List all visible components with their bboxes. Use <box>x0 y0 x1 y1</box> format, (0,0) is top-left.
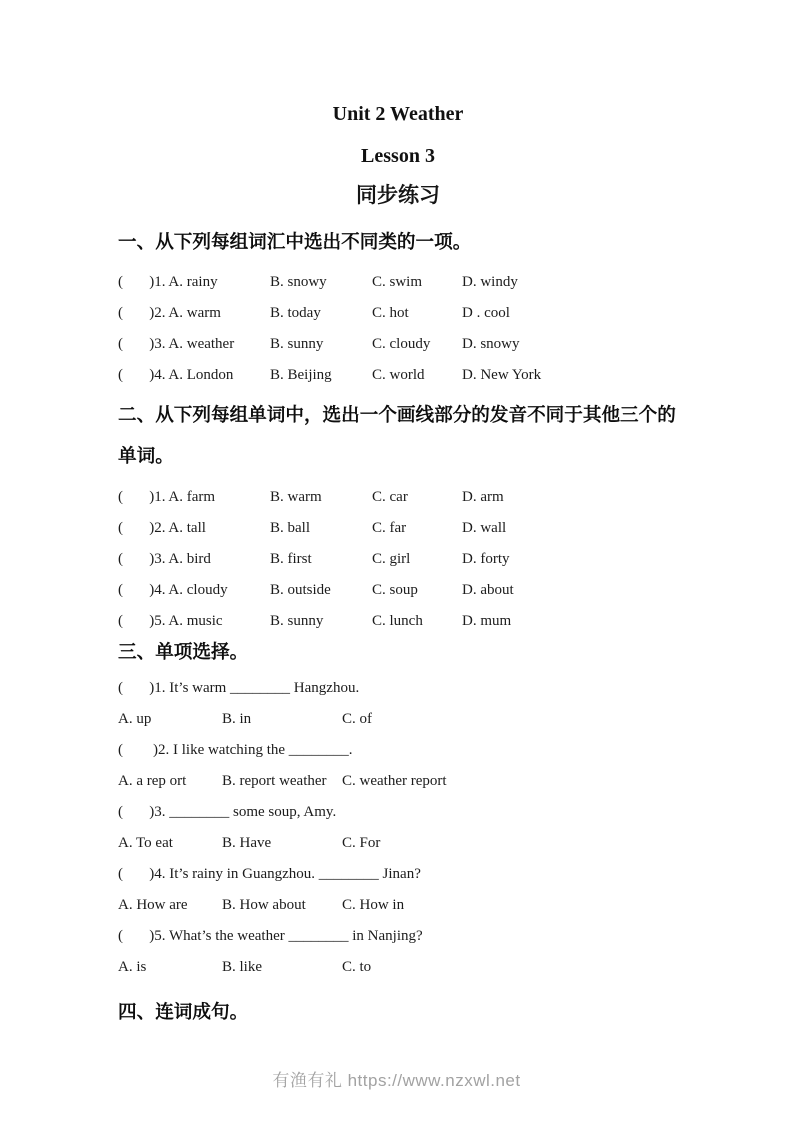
option-c: C. weather report <box>342 773 447 789</box>
option-c: C. world <box>372 367 425 383</box>
option-c: C. of <box>342 711 372 727</box>
document-title: Unit 2 Weather <box>332 103 464 125</box>
option-d: D . cool <box>462 305 510 321</box>
section2-heading: 二、从下列每组单词中，选出一个画线部分的发音不同于其他三个的单词。 <box>118 404 676 466</box>
options-row <box>118 766 678 797</box>
option-b: B. How about <box>222 897 306 913</box>
answer-blank-and-option-a: ( )3. A. weather <box>118 336 235 352</box>
section2-rows <box>118 482 678 637</box>
options-row <box>118 704 678 735</box>
option-a: A. To eat <box>118 835 173 851</box>
option-c: C. lunch <box>372 613 423 629</box>
option-d: D. forty <box>462 551 510 567</box>
option-b: B. in <box>222 711 252 727</box>
option-b: B. Have <box>222 835 272 851</box>
question-line: ( )3. ________ some soup, Amy. <box>118 804 337 820</box>
option-a: A. up <box>118 711 152 727</box>
answer-blank-and-option-a: ( )5. A. music <box>118 613 223 629</box>
section3-heading: 三、单项选择。 <box>118 641 249 662</box>
answer-blank-and-option-a: ( )3. A. bird <box>118 551 211 567</box>
option-d: D. snowy <box>462 336 520 352</box>
question-line: ( )2. I like watching the ________. <box>118 742 353 758</box>
exercise-subtitle: 同步练习 <box>356 184 440 207</box>
option-c: C. How in <box>342 897 405 913</box>
answer-blank-and-option-a: ( )2. A. tall <box>118 520 206 536</box>
option-d: D. New York <box>462 367 542 383</box>
word-group-row <box>118 575 678 606</box>
option-b: B. like <box>222 959 262 975</box>
section1-heading: 一、从下列每组词汇中选出不同类的一项。 <box>118 231 472 252</box>
option-c: C. soup <box>372 582 418 598</box>
watermark-footer: 有渔有礼 https://www.nzxwl.net <box>272 1071 521 1090</box>
answer-blank-and-option-a: ( )4. A. London <box>118 367 234 383</box>
option-a: A. a rep ort <box>118 773 187 789</box>
word-group-row <box>118 360 678 391</box>
option-a: A. How are <box>118 897 188 913</box>
option-d: D. about <box>462 582 514 598</box>
section3-questions <box>118 673 678 983</box>
option-b: B. warm <box>270 489 322 505</box>
option-c: C. to <box>342 959 372 975</box>
option-b: B. sunny <box>270 336 324 352</box>
question-line: ( )1. It’s warm ________ Hangzhou. <box>118 680 360 696</box>
option-c: C. car <box>372 489 408 505</box>
option-c: C. girl <box>372 551 411 567</box>
option-c: C. far <box>372 520 407 536</box>
option-b: B. first <box>270 551 312 567</box>
question-line: ( )5. What’s the weather ________ in Nanjing? <box>118 928 423 944</box>
word-group-row <box>118 329 678 360</box>
options-row <box>118 890 678 921</box>
option-d: D. mum <box>462 613 512 629</box>
option-b: B. today <box>270 305 321 321</box>
options-row <box>118 828 678 859</box>
option-b: B. Beijing <box>270 367 332 383</box>
option-d: D. arm <box>462 489 504 505</box>
answer-blank-and-option-a: ( )2. A. warm <box>118 305 221 321</box>
word-group-row <box>118 482 678 513</box>
section1-rows <box>118 267 678 391</box>
lesson-title: Lesson 3 <box>361 145 435 167</box>
word-group-row <box>118 606 678 637</box>
question-line: ( )4. It’s rainy in Guangzhou. ________ Jinan? <box>118 866 421 882</box>
option-c: C. For <box>342 835 381 851</box>
word-group-row <box>118 267 678 298</box>
option-b: B. ball <box>270 520 310 536</box>
option-b: B. report weather <box>222 773 327 789</box>
word-group-row <box>118 544 678 575</box>
option-b: B. sunny <box>270 613 324 629</box>
worksheet-content <box>0 101 793 1026</box>
word-group-row <box>118 513 678 544</box>
word-group-row <box>118 298 678 329</box>
option-d: D. wall <box>462 520 507 536</box>
answer-blank-and-option-a: ( )4. A. cloudy <box>118 582 228 598</box>
option-a: A. is <box>118 959 147 975</box>
answer-blank-and-option-a: ( )1. A. rainy <box>118 274 218 290</box>
option-c: C. cloudy <box>372 336 431 352</box>
option-d: D. windy <box>462 274 518 290</box>
option-c: C. hot <box>372 305 409 321</box>
option-c: C. swim <box>372 274 423 290</box>
options-row <box>118 952 678 983</box>
option-b: B. snowy <box>270 274 327 290</box>
answer-blank-and-option-a: ( )1. A. farm <box>118 489 216 505</box>
option-b: B. outside <box>270 582 331 598</box>
section4-heading: 四、连词成句。 <box>118 1001 249 1022</box>
